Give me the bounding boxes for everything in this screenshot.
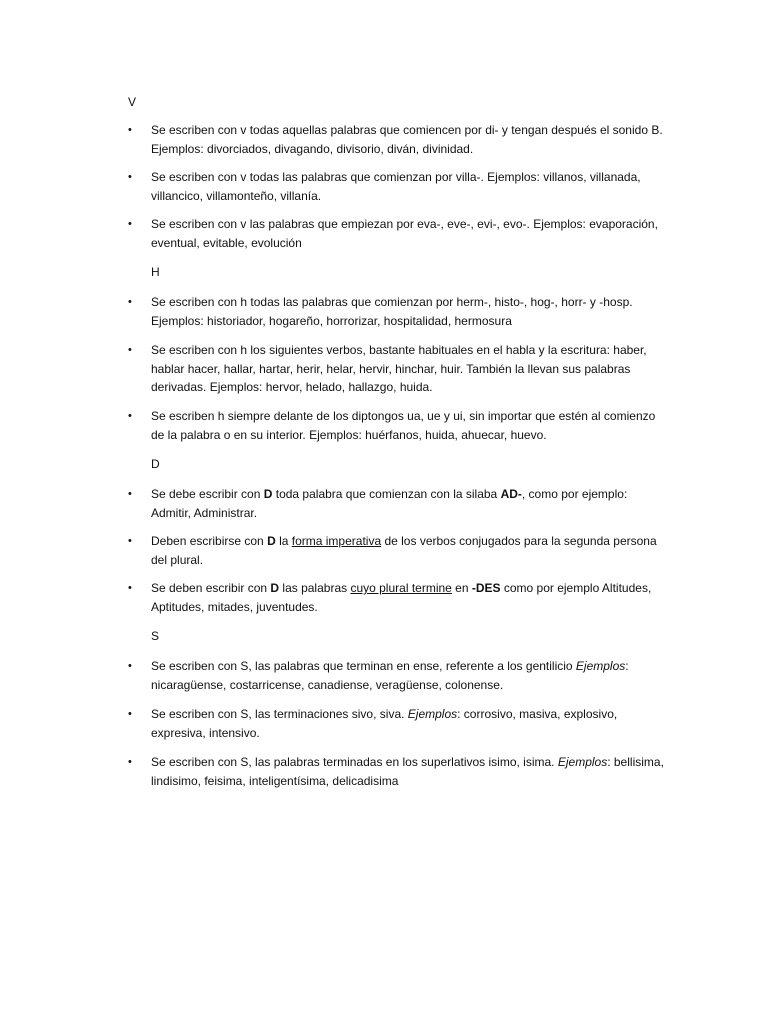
bullet-icon: • bbox=[128, 124, 132, 136]
list-item bbox=[128, 407, 668, 444]
italic-text: Ejemplos bbox=[407, 707, 458, 721]
list-item bbox=[128, 215, 668, 252]
bullet-icon: • bbox=[128, 344, 132, 356]
text-run: Se escriben con S, las palabras que terminan en ense, referente a los gentilicio bbox=[151, 659, 576, 673]
item-text bbox=[151, 485, 668, 522]
text-run: : nicaragüense, costarricense, canadiense, veragüense, colonense. bbox=[151, 659, 629, 692]
text-run: de los verbos conjugados para la segunda persona del plural. bbox=[151, 534, 657, 567]
section-heading-h: H bbox=[151, 265, 160, 279]
text-run: -DES bbox=[471, 581, 501, 595]
item-text bbox=[151, 657, 668, 694]
text-run: las palabras bbox=[279, 581, 351, 595]
list-item bbox=[128, 485, 668, 522]
list-item bbox=[128, 341, 668, 397]
bullet-icon: • bbox=[128, 582, 132, 594]
item-text: Se escriben h siempre delante de los diptongos ua, ue y ui, sin importar que estén al comienzo de la palabra o en su interior. Ejemplos: huérfanos, huida, ahuecar, huevo. bbox=[151, 409, 656, 442]
list-item bbox=[128, 121, 668, 158]
bullet-icon: • bbox=[128, 218, 132, 230]
text-run: como por ejemplo Altitudes, Aptitudes, mitades, juventudes. bbox=[151, 581, 652, 614]
bullet-icon: • bbox=[128, 756, 132, 768]
underlined-text: forma imperativa bbox=[291, 534, 382, 548]
text-run: en bbox=[451, 581, 472, 595]
bullet-icon: • bbox=[128, 296, 132, 308]
italic-text: Ejemplos bbox=[557, 755, 608, 769]
item-text bbox=[151, 579, 668, 616]
section-heading-d: D bbox=[151, 457, 160, 471]
list-item bbox=[128, 753, 668, 790]
text-run: D bbox=[270, 581, 280, 595]
item-text bbox=[151, 705, 668, 742]
text-run: Deben escribirse con bbox=[151, 534, 268, 548]
bullet-icon: • bbox=[128, 535, 132, 547]
bullet-icon: • bbox=[128, 660, 132, 672]
text-run: , como por ejemplo: Admitir, Administrar. bbox=[151, 487, 628, 520]
text-run: D bbox=[267, 534, 276, 548]
item-text: Se escriben con v todas las palabras que comienzan por villa-. Ejemplos: villanos, villanada, villancico, villamonteño, villanía. bbox=[151, 170, 641, 203]
item-text: Se escriben con v todas aquellas palabras que comiencen por di- y tengan después el sonido B. Ejemplos: divorciados, divagando, divisorio, diván, divinidad. bbox=[151, 123, 663, 156]
list-item bbox=[128, 657, 668, 694]
list-item bbox=[128, 168, 668, 205]
bullet-icon: • bbox=[128, 410, 132, 422]
list-item bbox=[128, 293, 668, 330]
item-text: Se escriben con h todas las palabras que comienzan por herm-, histo-, hog-, horr- y -hosp. Ejemplos: historiador, hogareño, horrorizar, hospitalidad, hermosura bbox=[151, 295, 633, 328]
bullet-icon: • bbox=[128, 488, 132, 500]
list-item bbox=[128, 532, 668, 569]
underlined-text: cuyo plural termine bbox=[350, 581, 452, 595]
italic-text: Ejemplos bbox=[575, 659, 626, 673]
bullet-icon: • bbox=[128, 171, 132, 183]
text-run: la bbox=[275, 534, 292, 548]
bullet-icon: • bbox=[128, 708, 132, 720]
item-text: Se escriben con h los siguientes verbos, bastante habituales en el habla y la escritura: haber, hablar hacer, hallar, hartar, herir, helar, hervir, hinchar, huir. También la llevan sus palabras derivadas. Ejemplos: hervor, helado, hallazgo, huida. bbox=[151, 343, 647, 394]
text-run: Se escriben con S, las terminaciones sivo, siva. bbox=[151, 707, 408, 721]
item-text bbox=[151, 753, 668, 790]
text-run: AD- bbox=[500, 487, 522, 501]
text-run: Se debe escribir con bbox=[151, 487, 264, 501]
text-run: toda palabra que comienzan con la silaba bbox=[272, 487, 501, 501]
text-run: : bellisima, lindisimo, feisima, inteligentísima, delicadisima bbox=[151, 755, 664, 788]
text-run: Se deben escribir con bbox=[151, 581, 271, 595]
text-run: : corrosivo, masiva, explosivo, expresiva, intensivo. bbox=[151, 707, 618, 740]
section-heading-s: S bbox=[151, 629, 160, 643]
list-item bbox=[128, 705, 668, 742]
list-item bbox=[128, 579, 668, 616]
item-text: Se escriben con v las palabras que empiezan por eva-, eve-, evi-, evo-. Ejemplos: evaporación, eventual, evitable, evolución bbox=[151, 217, 658, 250]
text-run: D bbox=[263, 487, 273, 501]
section-heading-v: V bbox=[128, 95, 137, 109]
item-text bbox=[151, 532, 668, 569]
text-run: Se escriben con S, las palabras terminadas en los superlativos isimo, isima. bbox=[151, 755, 558, 769]
